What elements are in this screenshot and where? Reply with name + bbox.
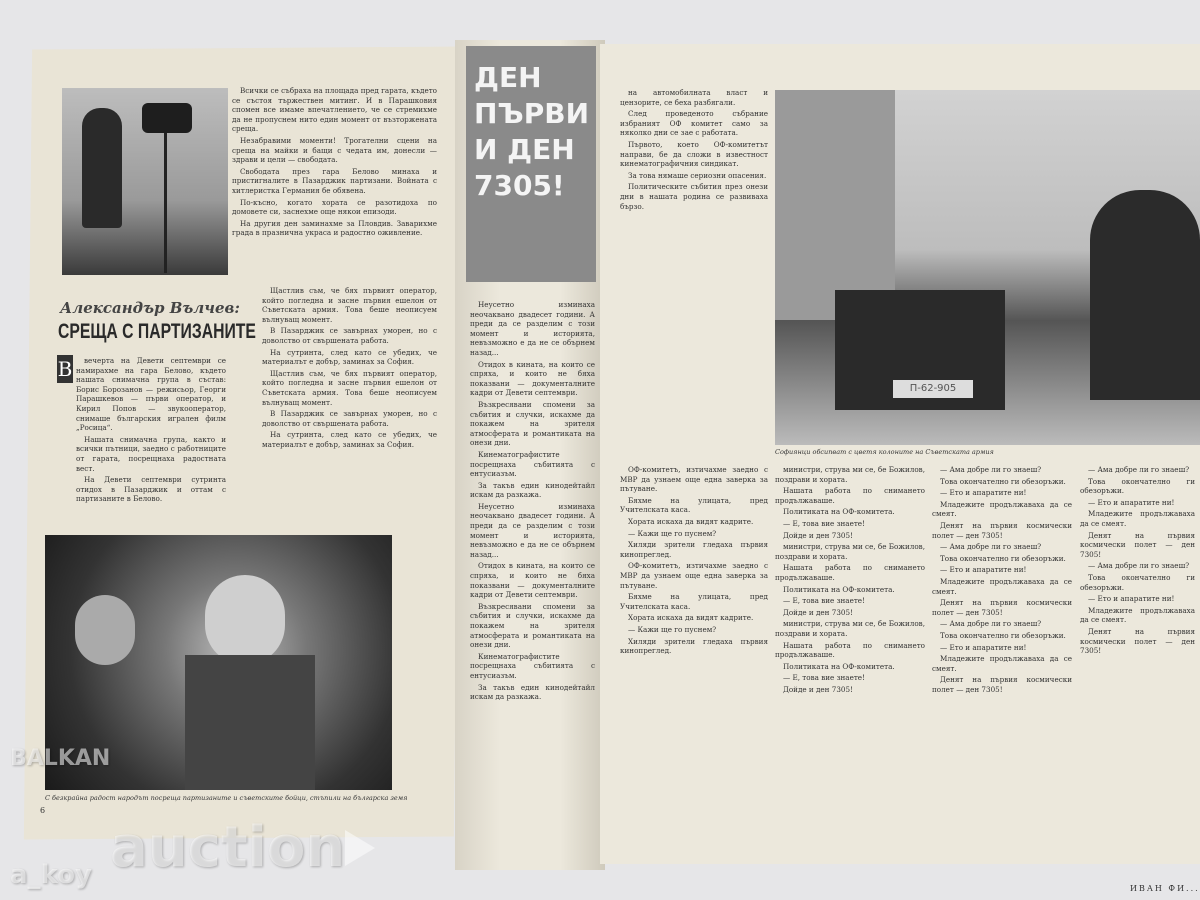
right-column-c — [775, 465, 925, 696]
paragraph: Денят на първия космически полет — ден 7305! — [932, 520, 1072, 540]
page-number: 6 — [40, 806, 46, 815]
paragraph: — Ето и апаратите ни! — [940, 565, 1027, 575]
paragraph: Отидох в кината, на които се спряха, и които не бяха показвани — документалните кадри от Девети септември. — [470, 561, 595, 600]
paragraph: Младежите продължаваха да се смеят. — [932, 499, 1072, 519]
paragraph: Хиляди зрители гледаха първия кинопреглед. — [620, 636, 768, 656]
watermark-user: a_koy — [10, 860, 92, 890]
paragraph: Дойде и ден 7305! — [783, 530, 853, 540]
paragraph: министри, струва ми се, бе Божилов, поздрави и хората. — [775, 542, 925, 561]
paragraph: Денят на първия космически полет — ден 7305! — [932, 675, 1072, 694]
paragraph: Възкресявани спомени за събития и случки, искахме да покажем на зрителя атмосферата и романтиката на онези дни. — [470, 399, 595, 448]
paragraph: Това окончателно ги обезоръжи. — [1080, 476, 1195, 496]
watermark-play-icon — [345, 830, 375, 866]
paragraph: Бяхме на улицата, пред Учителската каса. — [620, 592, 768, 611]
paragraph: За това нямаше сериозни опасения. — [628, 170, 767, 180]
paragraph: Всички се събраха на площада пред гарата, където се състоя тържествен митинг. И в Парашковия спомен все имаме впечатлението, че се стремихме да не пропуснем нито един момент от възторжената среща. — [232, 86, 437, 134]
right-column-e — [1080, 465, 1195, 658]
paragraph: В Пазарджик се завърнах уморен, но с доволство от свършената работа. — [262, 326, 437, 345]
paragraph: Кинематографистите посрещнаха събитията с ентусиазъм. — [470, 449, 595, 479]
paragraph: Политиката на ОФ-комитета. — [783, 507, 895, 517]
paragraph: Отидох в кината, на които се спряха, и които не бяха показвани — документалните кадри от Девети септември. — [470, 359, 595, 398]
paragraph: Хората искаха да видят кадрите. — [628, 613, 754, 623]
paragraph: министри, струва ми се, бе Божилов, поздрави и хората. — [775, 465, 925, 484]
drop-cap: В — [57, 357, 73, 381]
paragraph: Нашата работа по снимането продължаваше. — [775, 563, 925, 582]
paragraph: Дойде и ден 7305! — [783, 607, 853, 617]
paragraph: Младежите продължаваха да се смеят. — [932, 576, 1072, 596]
left-column-b — [76, 356, 226, 506]
left-column-a — [232, 86, 437, 240]
paragraph: Нашата работа по снимането продължаваше. — [775, 640, 925, 660]
right-column-a — [620, 88, 768, 213]
paragraph: След проведеното събрание избраният ОФ комитет само за няколко дни се зае с работата. — [620, 109, 768, 138]
paragraph: Неусетно изминаха неочаквано двадесет години. А преди да се разделим с този момент и историята, невъзможно е да не се обърнем назад... — [470, 300, 595, 357]
paragraph: Нашата снимачна група, както и всички пътници, заедно с работниците от гарата, посрещнаха радостната вест. — [76, 434, 226, 473]
paragraph: Нашата работа по снимането продължаваше. — [775, 486, 925, 505]
paragraph: министри, струва ми се, бе Божилов, поздрави и хората. — [775, 619, 925, 638]
headline-box — [466, 46, 596, 282]
paragraph: Щастлив съм, че бях първият оператор, който погледна и засне първия ешелон от Съветската армия. Това беше неописуем вълнуващ момент. — [262, 368, 437, 407]
paragraph: ОФ-комитетъ, изтичахме заедно с МВР да узнаем още една заверка за пътуване. — [620, 465, 768, 494]
paragraph: Това окончателно ги обезоръжи. — [940, 630, 1066, 640]
middle-column — [470, 300, 595, 704]
paragraph: Политическите събития през онези дни в нашата родина се развиваха бързо. — [620, 182, 768, 211]
paragraph: Това окончателно ги обезоръжи. — [940, 553, 1066, 563]
article-author: Александър Вълчев: — [60, 299, 240, 317]
article-title: СРЕЩА С ПАРТИЗАНИТЕ — [58, 320, 256, 343]
paragraph: — Ето и апаратите ни! — [940, 488, 1027, 498]
paragraph: Бяхме на улицата, пред Учителската каса. — [620, 495, 768, 515]
photo-cameraman — [62, 88, 228, 275]
paragraph: По-късно, когато хората се разотидоха по домовете си, заснехме още някои епизоди. — [232, 197, 437, 217]
paragraph: — Ама добре ли го знаеш? — [940, 465, 1042, 474]
paragraph: Младежите продължаваха да се смеят. — [932, 654, 1072, 673]
paragraph: Младежите продължаваха да се смеят. — [1080, 605, 1195, 625]
paragraph: На другия ден заминахме за Пловдив. Заварихме града в празнична украса и радостно оживление. — [232, 218, 437, 238]
left-column-c — [262, 286, 437, 452]
paragraph: Незабравими моменти! Трогателни сцени на среща на майки и бащи с чедата им, донесли — здрави и цели — свободата. — [232, 135, 437, 165]
paragraph: — Ама добре ли го знаеш? — [940, 542, 1042, 552]
paragraph: Денят на първия космически полет — ден 7305! — [1080, 530, 1195, 559]
paragraph: — Е, това вие знаете! — [783, 518, 865, 528]
paragraph: Неусетно изминаха неочаквано двадесет години. А преди да се разделим с този момент и историята, невъзможно е да не се обърнем назад... — [470, 501, 595, 559]
paragraph: Свободата през гара Белово минаха и пристигналите в Пазарджик партизани. Войната с хитлеристка Германия бе обявена. — [232, 166, 437, 195]
paragraph: — Ама добре ли го знаеш? — [1088, 465, 1190, 474]
paragraph: На сутринта, след като се убедих, че материалът е добър, заминах за София. — [262, 347, 437, 367]
right-column-d — [932, 465, 1072, 696]
right-column-b — [620, 465, 768, 658]
paragraph: на автомобилната власт и цензорите, се беха разбягали. — [620, 88, 768, 107]
paragraph: Щастлив съм, че бях първият оператор, който погледна и засне първия ешелон от Съветската армия. Това беше неописуем вълнуващ момент. — [262, 286, 437, 324]
paragraph: Денят на първия космически полет — ден 7305! — [1080, 626, 1195, 656]
paragraph: — Ето и апаратите ни! — [1088, 497, 1175, 507]
paragraph: — Кажи ще го пуснем? — [628, 528, 717, 538]
watermark-brand: auction — [110, 815, 346, 880]
photo-caption-crowd: С безкрайна радост народът посреща партизаните и съветските бойци, стъпили на българска земя — [45, 794, 408, 802]
paragraph: — Е, това вие знаете! — [783, 673, 865, 683]
paragraph: — Е, това вие знаете! — [783, 596, 865, 606]
headline: ДЕН ПЪРВИ И ДЕН 7305! — [474, 61, 590, 202]
paragraph: Хората искаха да видят кадрите. — [628, 516, 754, 526]
paragraph: — Ето и апаратите ни! — [940, 642, 1027, 652]
paragraph: — Кажи ще го пуснем? — [628, 624, 717, 634]
paragraph: Дойде и ден 7305! — [783, 684, 853, 694]
paragraph: За такъв един кинодейтайл искам да разкажа. — [470, 682, 595, 702]
paragraph: На сутринта, след като се убедих, че материалът е добър, заминах за София. — [262, 430, 437, 449]
paragraph: — Ама добре ли го знаеш? — [940, 619, 1042, 629]
paragraph: В Пазарджик се завърнах уморен, но с доволство от свършената работа. — [262, 409, 437, 428]
photo-caption-sofia: Софиянци обсипват с цветя колоните на Съветската армия — [775, 448, 994, 456]
paragraph: ОФ-комитетъ, изтичахме заедно с МВР да узнаем още една заверка за пътуване. — [620, 561, 768, 590]
license-plate: П-62-905 — [893, 380, 973, 398]
paragraph: Политиката на ОФ-комитета. — [783, 584, 895, 594]
paragraph: На Девети септември сутринта отидох в Пазарджик и оттам с партизаните в Белово. — [76, 475, 226, 504]
photo-sofia-street — [775, 90, 1200, 445]
paragraph: Това окончателно ги обезоръжи. — [940, 476, 1066, 486]
paragraph: Възкресявани спомени за събития и случки, искахме да покажем на зрителя атмосферата и романтиката на онези дни. — [470, 601, 595, 650]
paragraph: Политиката на ОФ-комитета. — [783, 661, 895, 671]
author-signature: ИВАН ФИ... — [1130, 884, 1200, 893]
paragraph: За такъв един кинодейтайл искам да разкажа. — [470, 480, 595, 500]
paragraph: Денят на първия космически полет — ден 7305! — [932, 598, 1072, 617]
paragraph: — Ето и апаратите ни! — [1088, 594, 1175, 604]
paragraph: вечерта на Девети септември се намирахме на гара Белово, където нашата снимачна група в състав: Борис Борозанов — режисьор, Георги Парашкевов — първи оператор, и Кирил Попов — звукооператор, снимаше българския игрален филм „Росица“. — [76, 356, 226, 433]
paragraph: — Ама добре ли го знаеш? — [1088, 561, 1190, 571]
paragraph: Младежите продължаваха да се смеят. — [1080, 509, 1195, 528]
paragraph: Кинематографистите посрещнаха събитията с ентусиазъм. — [470, 651, 595, 680]
paragraph: Първото, което ОФ-комитетът направи, бе да сложи в известност кинематографичния синдикат. — [620, 139, 768, 169]
paragraph: Това окончателно ги обезоръжи. — [1080, 572, 1195, 592]
paragraph: Хиляди зрители гледаха първия кинопреглед. — [620, 540, 768, 559]
watermark-brand-top: BALKAN — [10, 746, 111, 771]
